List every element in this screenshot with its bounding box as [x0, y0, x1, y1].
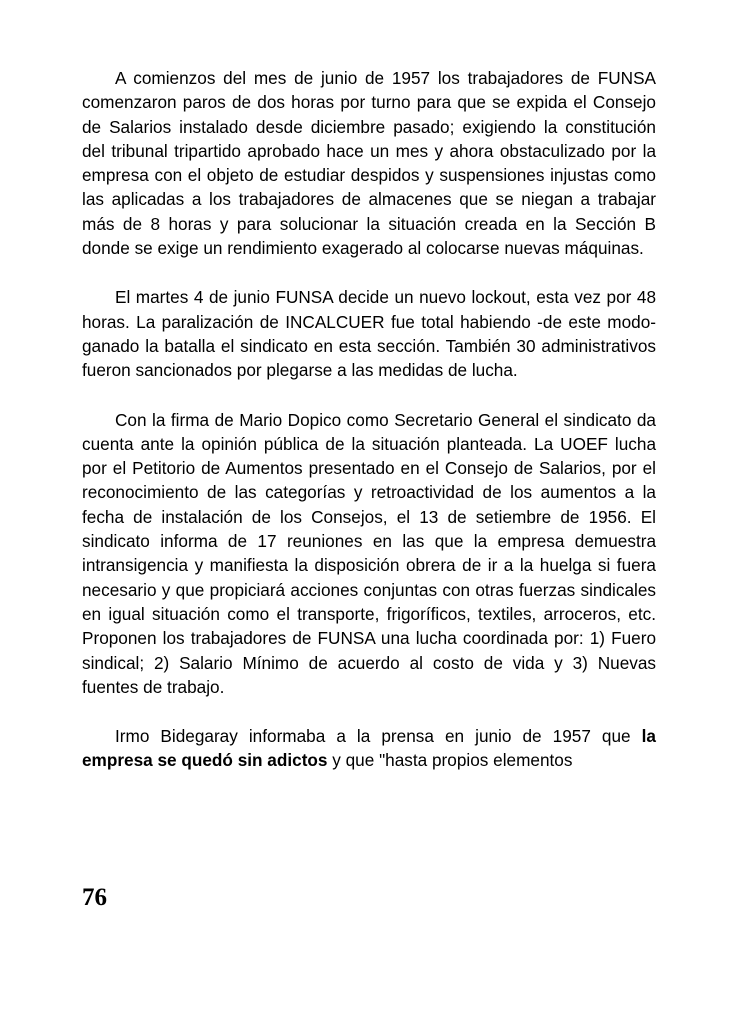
page-body [82, 66, 656, 773]
paragraph-4-emphasis: la empresa se quedó sin adictos [82, 726, 656, 771]
paragraph-4 [82, 724, 656, 773]
page-number: 76 [82, 884, 107, 911]
paragraph-2: El martes 4 de junio FUNSA decide un nuevo lockout, esta vez por 48 horas. La paralización de INCALCUER fue total habiendo -de este modo- ganado la batalla el sindicato en esta sección. También 30 administrativos fueron sancionados por plegarse a las medidas de lucha. [82, 287, 656, 381]
paragraph-1: A comienzos del mes de junio de 1957 los trabajadores de FUNSA comenzaron paros de dos horas por turno para que se expida el Consejo de Salarios instalado desde diciembre pasado; exigiendo la constitución del tribunal tripartido aprobado hace un mes y ahora obstaculizado por la empresa con el objeto de estudiar despidos y suspensiones injustas como las aplicadas a los trabajadores de almacenes que se niegan a trabajar más de 8 horas y para solucionar la situación creada en la Sección B donde se exige un rendimiento exagerado al colocarse nuevas máquinas. [82, 68, 656, 259]
paragraph-4-lead: Irmo Bidegaray informaba a la prensa en junio de 1957 que [115, 726, 642, 747]
paragraph-3: Con la firma de Mario Dopico como Secretario General el sindicato da cuenta ante la opinión pública de la situación planteada. La UOEF lucha por el Petitorio de Aumentos presentado en el Consejo de Salarios, por el reconocimiento de las categorías y retroactividad de los aumentos a la fecha de instalación de los Consejos, el 13 de setiembre de 1956. El sindicato informa de 17 reuniones en las que la empresa demuestra intransigencia y manifiesta la disposición obrera de ir a la huelga si fuera necesario y que propiciará acciones conjuntas con otras fuerzas sindicales en igual situación como el transporte, frigoríficos, textiles, arroceros, etc. Proponen los trabajadores de FUNSA una lucha coordinada por: 1) Fuero sindical; 2) Salario Mínimo de acuerdo al costo de vida y 3) Nuevas fuentes de trabajo. [82, 409, 656, 697]
paragraph-4-tail: y que "hasta propios elementos [327, 750, 573, 771]
